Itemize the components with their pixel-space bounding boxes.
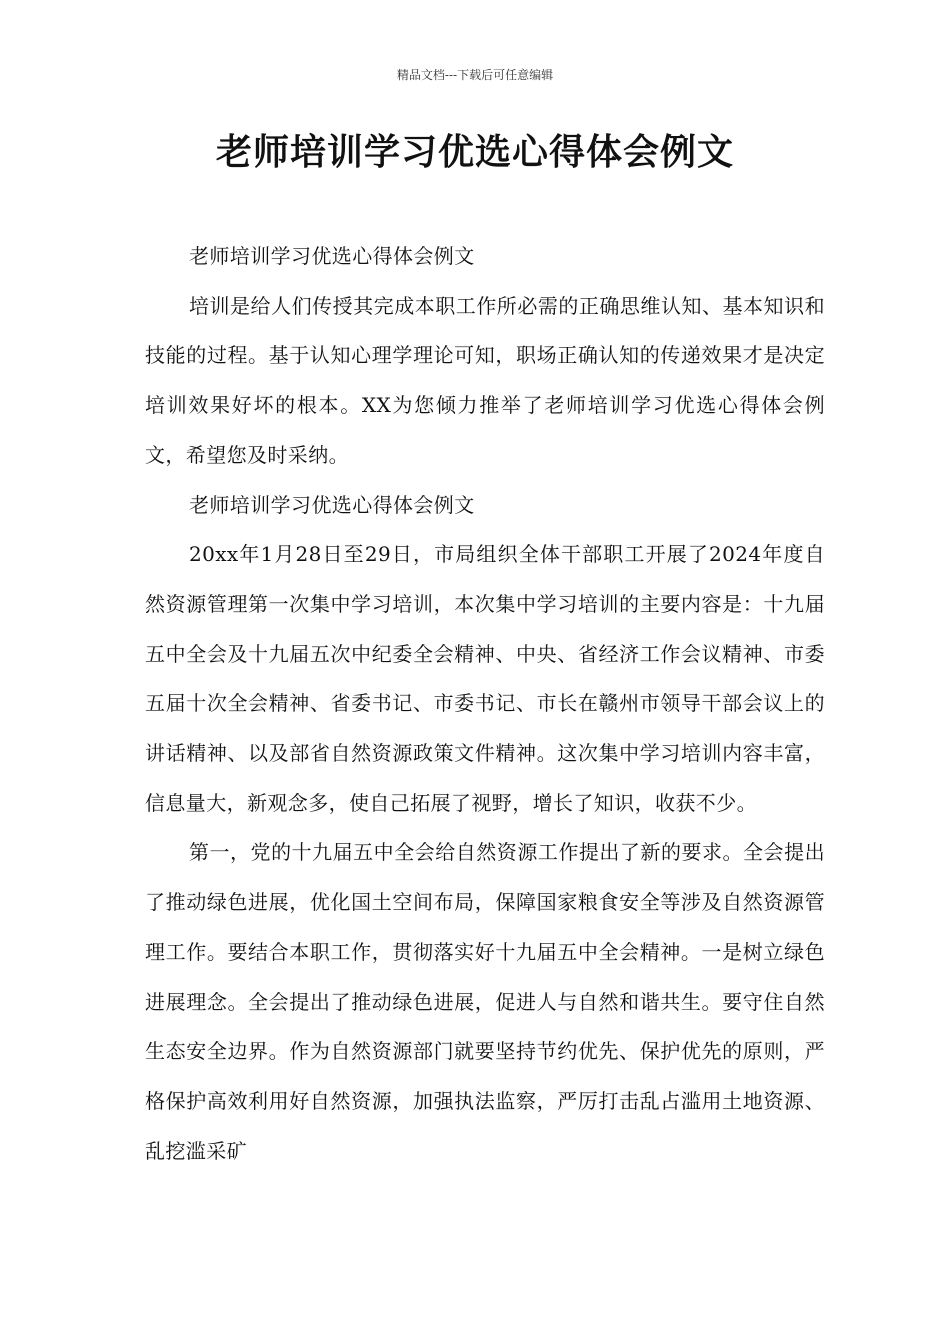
subtitle-paragraph: 老师培训学习优选心得体会例文 bbox=[189, 244, 475, 268]
header-note: 精品文档---下载后可任意编辑 bbox=[396, 68, 554, 82]
document-body bbox=[145, 232, 825, 1176]
document-title: 老师培训学习优选心得体会例文 bbox=[215, 132, 734, 173]
intro-paragraph: 培训是给人们传授其完成本职工作所必需的正确思维认知、基本知识和技能的过程。基于认知心理学理论可知，职场正确认知的传递效果才是决定培训效果好坏的根本。XX为您倾力推举了老师培训学习优选心得体会例文，希望您及时采纳。 bbox=[145, 293, 825, 467]
training-summary-paragraph: 20xx年1月28日至29日，市局组织全体干部职工开展了2024年度自然资源管理第一次集中学习培训，本次集中学习培训的主要内容是：十九届五中全会及十九届五次中纪委全会精神、中央、省经济工作会议精神、市委五届十次全会精神、省委书记、市委书记、市长在赣州市领导干部会议上的讲话精神、以及部省自然资源政策文件精神。这次集中学习培训内容丰富，信息量大，新观念多，使自己拓展了视野，增长了知识，收获不少。 bbox=[145, 542, 825, 815]
section-heading-paragraph: 老师培训学习优选心得体会例文 bbox=[189, 492, 475, 517]
first-point-paragraph: 第一，党的十九届五中全会给自然资源工作提出了新的要求。全会提出了推动绿色进展，优化国土空间布局，保障国家粮食安全等涉及自然资源管理工作。要结合本职工作，贯彻落实好十九届五中全会精神。一是树立绿色进展理念。全会提出了推动绿色进展，促进人与自然和谐共生。要守住自然生态安全边界。作为自然资源部门就要坚持节约优先、保护优先的原则，严格保护高效利用好自然资源，加强执法监察，严厉打击乱占滥用土地资源、乱挖滥采矿 bbox=[145, 840, 825, 1163]
